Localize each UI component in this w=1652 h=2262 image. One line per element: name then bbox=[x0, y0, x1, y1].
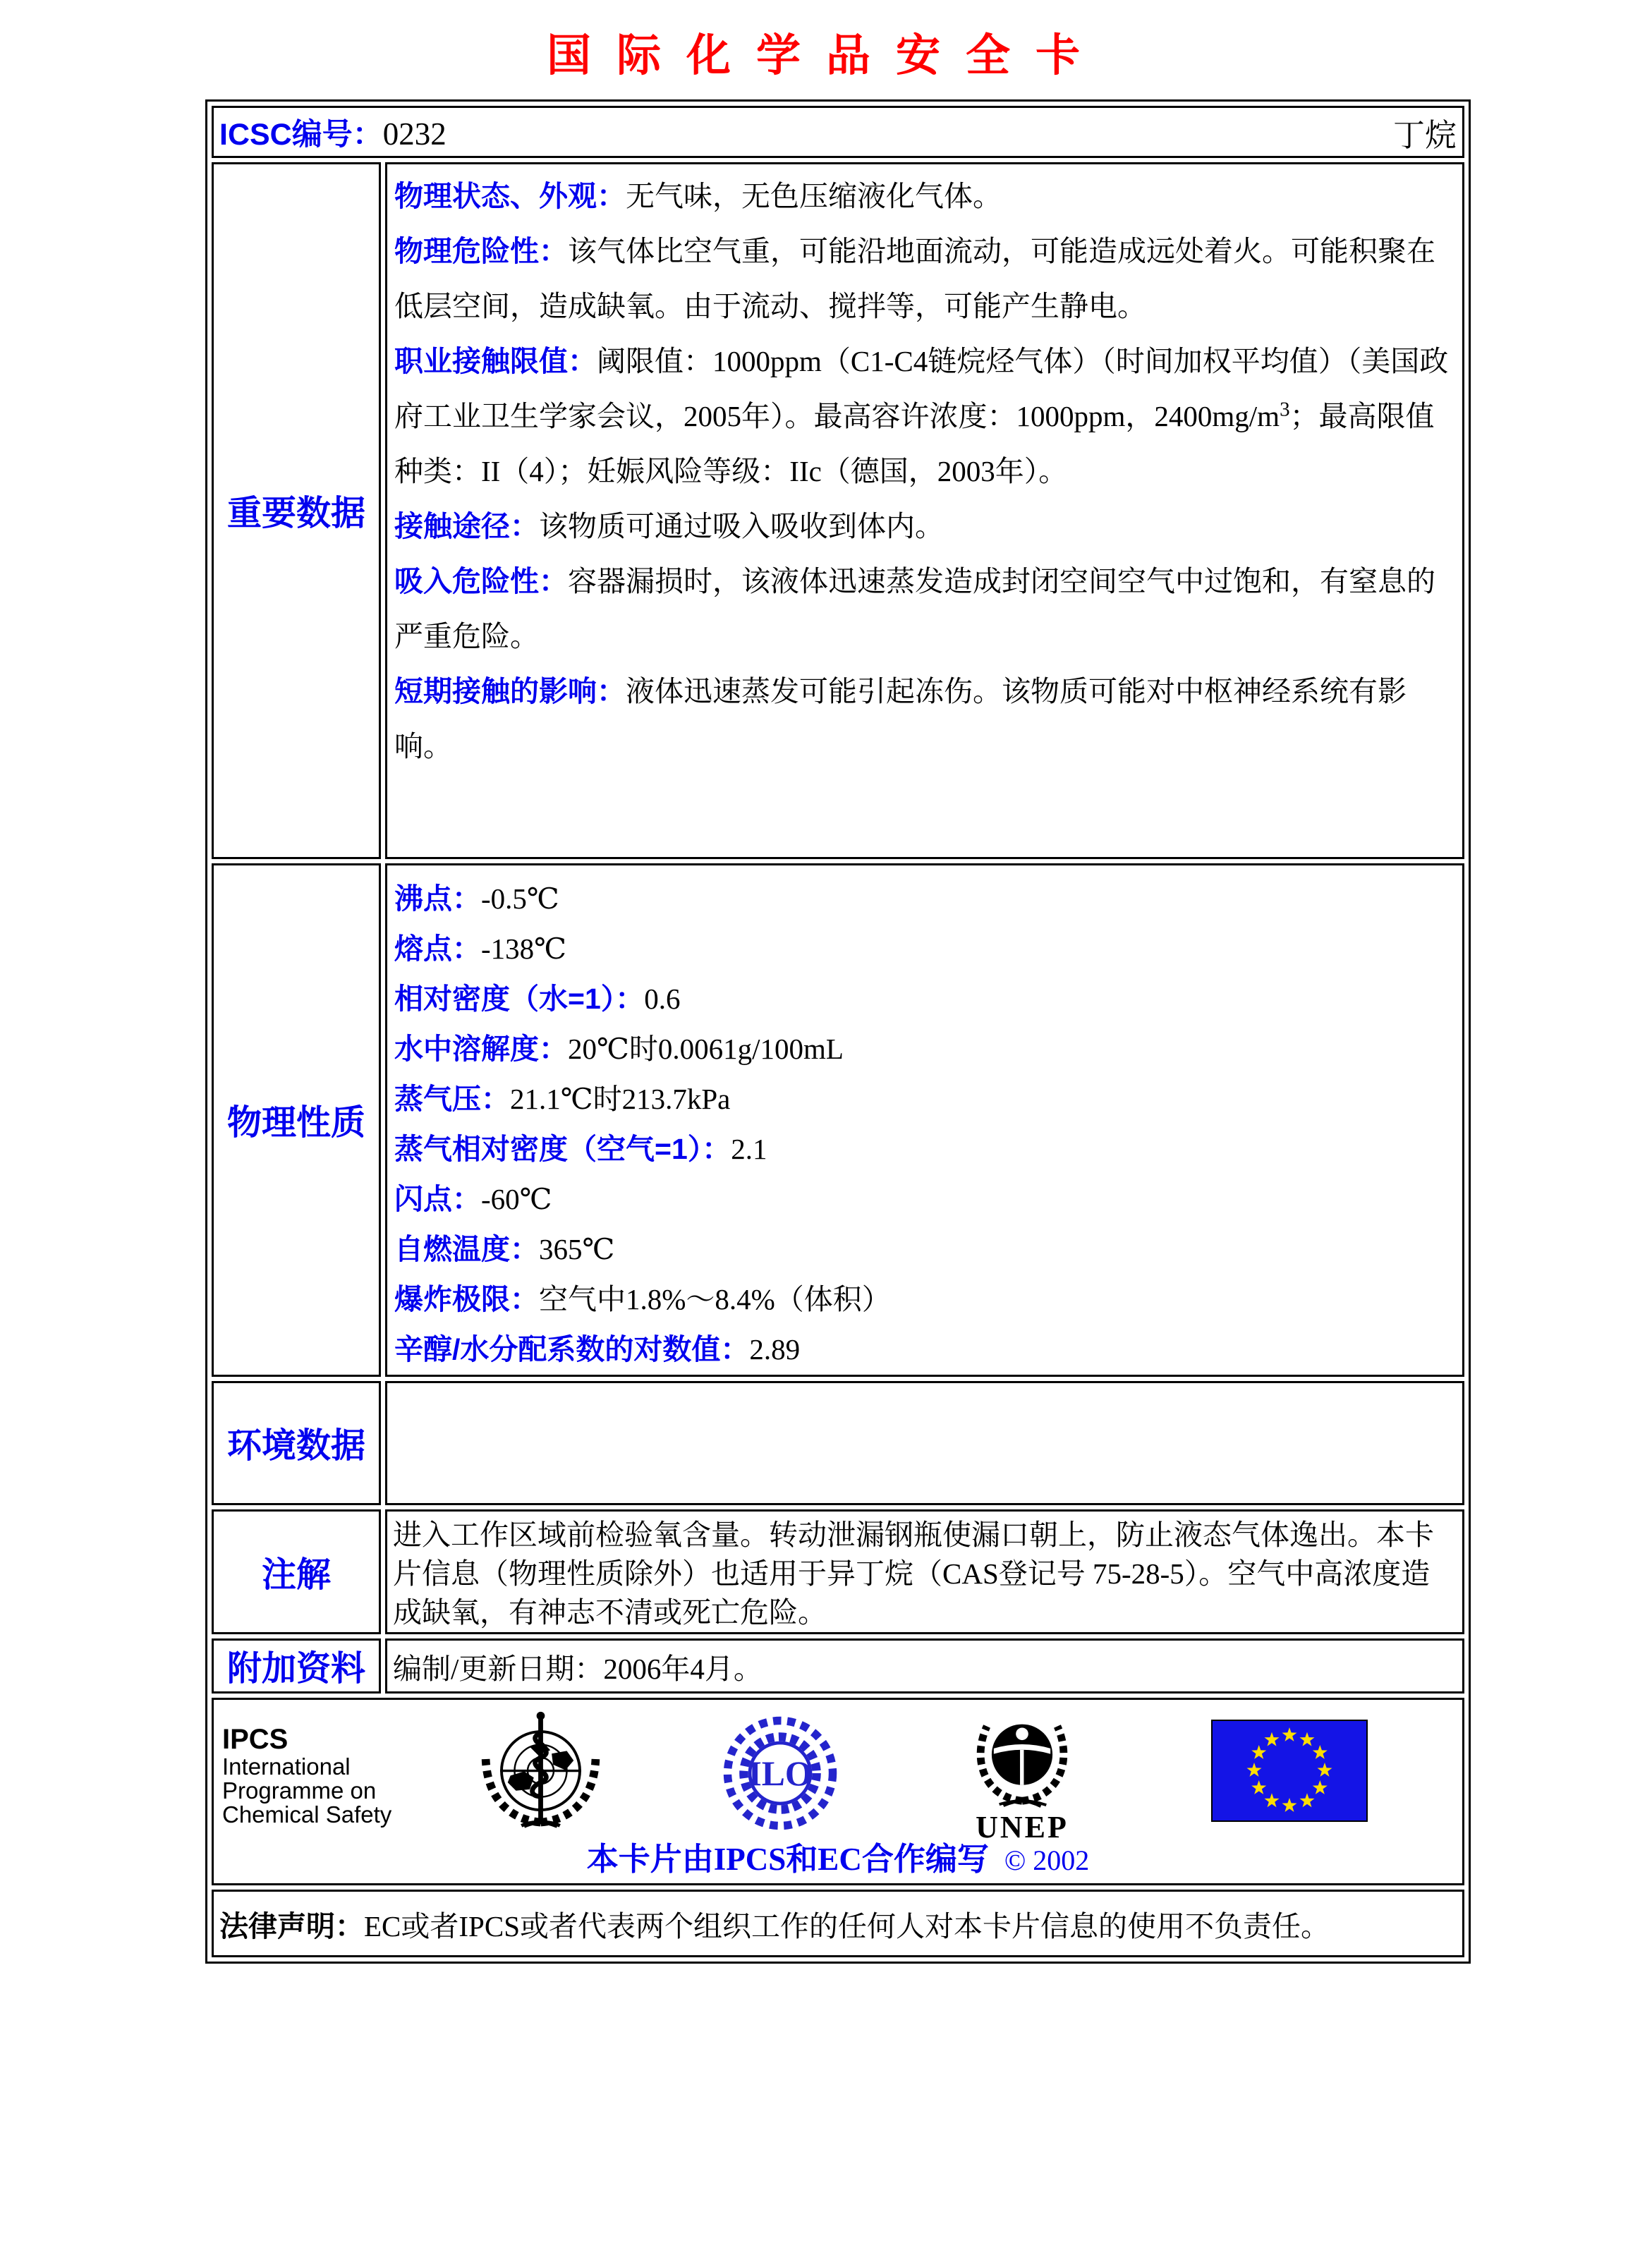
card-table bbox=[207, 102, 1469, 1962]
logos-cell bbox=[212, 1698, 1464, 1885]
property-vapor-pressure bbox=[394, 1074, 1455, 1124]
copyright-text: © 2002 bbox=[1004, 1844, 1090, 1876]
property-label: 爆炸极限： bbox=[394, 1283, 539, 1315]
important-data-content bbox=[385, 162, 1464, 859]
property-label: 闪点： bbox=[394, 1183, 481, 1215]
ipcs-text-block bbox=[222, 1724, 391, 1827]
icsc-number-value: 0232 bbox=[382, 116, 447, 152]
property-label: 沸点： bbox=[394, 882, 481, 915]
important-data-row bbox=[212, 162, 1464, 859]
section-label-additional: 附加资料 bbox=[212, 1638, 381, 1694]
property-water-solubility bbox=[394, 1024, 1455, 1074]
property-relative-density bbox=[394, 974, 1455, 1024]
property-value: 2.1 bbox=[731, 1133, 767, 1165]
property-label: 自燃温度： bbox=[394, 1233, 539, 1265]
page-title: 国际化学品安全卡 bbox=[547, 31, 1105, 80]
unep-caption: UNEP bbox=[976, 1810, 1069, 1844]
field-occupational-limits bbox=[394, 334, 1455, 499]
section-label-environment: 环境数据 bbox=[212, 1381, 381, 1505]
property-value: 21.1℃时213.7kPa bbox=[510, 1083, 731, 1115]
field-text: ；最高限值种类：II（4）；妊娠风险等级：IIc（德国，2003年）。 bbox=[394, 400, 1435, 487]
field-physical-state bbox=[394, 169, 1455, 224]
icsc-number-label: ICSC编号： bbox=[219, 117, 383, 152]
property-octanol-water-partition bbox=[394, 1325, 1455, 1375]
unep-logo-block bbox=[960, 1710, 1084, 1843]
physical-properties-row bbox=[212, 863, 1464, 1377]
ilo-logo-icon bbox=[716, 1713, 844, 1834]
superscript-3: 3 bbox=[1280, 398, 1290, 421]
legal-row bbox=[212, 1890, 1464, 1957]
property-explosive-limits bbox=[394, 1275, 1455, 1325]
notes-row bbox=[212, 1509, 1464, 1634]
field-text: 液体迅速蒸发可能引起冻伤。该物质可能对中枢神经系统有影响。 bbox=[394, 675, 1407, 762]
field-text: 该物质可通过吸入吸收到体内。 bbox=[539, 510, 944, 542]
property-label: 蒸气相对密度（空气=1）： bbox=[394, 1133, 731, 1165]
field-text: 容器漏损时，该液体迅速蒸发造成封闭空间空气中过饱和，有窒息的严重危险。 bbox=[394, 565, 1435, 652]
property-label: 相对密度（水=1）： bbox=[394, 983, 645, 1015]
field-exposure-routes bbox=[394, 499, 1455, 554]
substance-name: 丁烷 bbox=[1392, 117, 1457, 153]
legal-cell bbox=[212, 1890, 1464, 1957]
field-label: 吸入危险性： bbox=[394, 565, 568, 597]
ipcs-line-2: Programme on bbox=[222, 1777, 377, 1804]
field-label: 物理状态、外观： bbox=[394, 180, 626, 212]
property-autoignition-temperature bbox=[394, 1224, 1455, 1275]
environmental-data-row bbox=[212, 1381, 1464, 1505]
property-vapor-relative-density bbox=[394, 1124, 1455, 1174]
section-label-physical: 物理性质 bbox=[212, 863, 381, 1377]
additional-info-row bbox=[212, 1638, 1464, 1694]
property-value: 2.89 bbox=[749, 1333, 801, 1366]
property-value: 20℃时0.0061g/100mL bbox=[568, 1033, 844, 1065]
ipcs-acronym: IPCS bbox=[222, 1724, 289, 1755]
field-label: 接触途径： bbox=[394, 510, 539, 542]
additional-info-content: 编制/更新日期：2006年4月。 bbox=[385, 1638, 1464, 1694]
credit-line bbox=[214, 1833, 1462, 1879]
field-physical-danger bbox=[394, 224, 1455, 334]
who-logo-icon bbox=[472, 1707, 609, 1837]
legal-notice-label: 法律声明： bbox=[219, 1909, 364, 1942]
header-row bbox=[212, 106, 1464, 158]
property-label: 辛醇/水分配系数的对数值： bbox=[394, 1333, 750, 1366]
ipcs-line-3: Chemical Safety bbox=[222, 1801, 392, 1828]
ilo-letters: ILO bbox=[748, 1754, 813, 1794]
property-label: 水中溶解度： bbox=[394, 1033, 568, 1065]
property-value: 空气中1.8%～8.4%（体积） bbox=[539, 1283, 891, 1315]
eu-flag-icon bbox=[1211, 1720, 1368, 1822]
page bbox=[0, 20, 1652, 1964]
property-melting-point bbox=[394, 924, 1455, 974]
field-text: 该气体比空气重，可能沿地面流动，可能造成远处着火。可能积聚在低层空间，造成缺氧。由于流动、搅拌等，可能产生静电。 bbox=[394, 235, 1435, 322]
property-value: 365℃ bbox=[539, 1233, 615, 1265]
field-inhalation-risk bbox=[394, 554, 1455, 664]
property-value: 0.6 bbox=[644, 983, 681, 1015]
field-label: 物理危险性： bbox=[394, 235, 568, 267]
field-label: 职业接触限值： bbox=[394, 345, 597, 377]
header-cell bbox=[212, 106, 1464, 158]
property-flash-point bbox=[394, 1174, 1455, 1224]
icsc-card bbox=[205, 99, 1471, 1964]
property-label: 蒸气压： bbox=[394, 1083, 510, 1115]
field-label: 短期接触的影响： bbox=[394, 675, 626, 707]
ipcs-line-1: International bbox=[222, 1753, 351, 1780]
property-label: 熔点： bbox=[394, 932, 481, 965]
property-value: -60℃ bbox=[481, 1183, 552, 1215]
section-label-notes: 注解 bbox=[212, 1509, 381, 1634]
unep-logo-icon bbox=[963, 1710, 1081, 1810]
field-short-term-effects bbox=[394, 664, 1455, 774]
physical-properties-content bbox=[385, 863, 1464, 1377]
environmental-data-content bbox=[385, 1381, 1464, 1505]
icsc-number-group bbox=[219, 111, 447, 154]
logos-row bbox=[212, 1698, 1464, 1885]
section-label-important: 重要数据 bbox=[212, 162, 381, 859]
property-value: -138℃ bbox=[481, 932, 567, 965]
property-boiling-point bbox=[394, 874, 1455, 924]
field-text: 无气味，无色压缩液化气体。 bbox=[626, 180, 1002, 212]
credit-text: 本卡片由IPCS和EC合作编写 bbox=[586, 1842, 989, 1877]
legal-notice-text: EC或者IPCS或者代表两个组织工作的任何人对本卡片信息的使用不负责任。 bbox=[364, 1909, 1330, 1942]
property-value: -0.5℃ bbox=[481, 882, 559, 915]
notes-content: 进入工作区域前检验氧含量。转动泄漏钢瓶使漏口朝上，防止液态气体逸出。本卡片信息（物理性质除外）也适用于异丁烷（CAS登记号 75-28-5）。空气中高浓度造成缺氧，有神志不清或死亡危险。 bbox=[385, 1509, 1464, 1634]
field-text: 阈限值：1000ppm（C1-C4链烷烃气体）（时间加权平均值）（美国政府工业卫生学家会议，2005年）。最高容许浓度：1000ppm，2400mg/m bbox=[394, 345, 1449, 432]
